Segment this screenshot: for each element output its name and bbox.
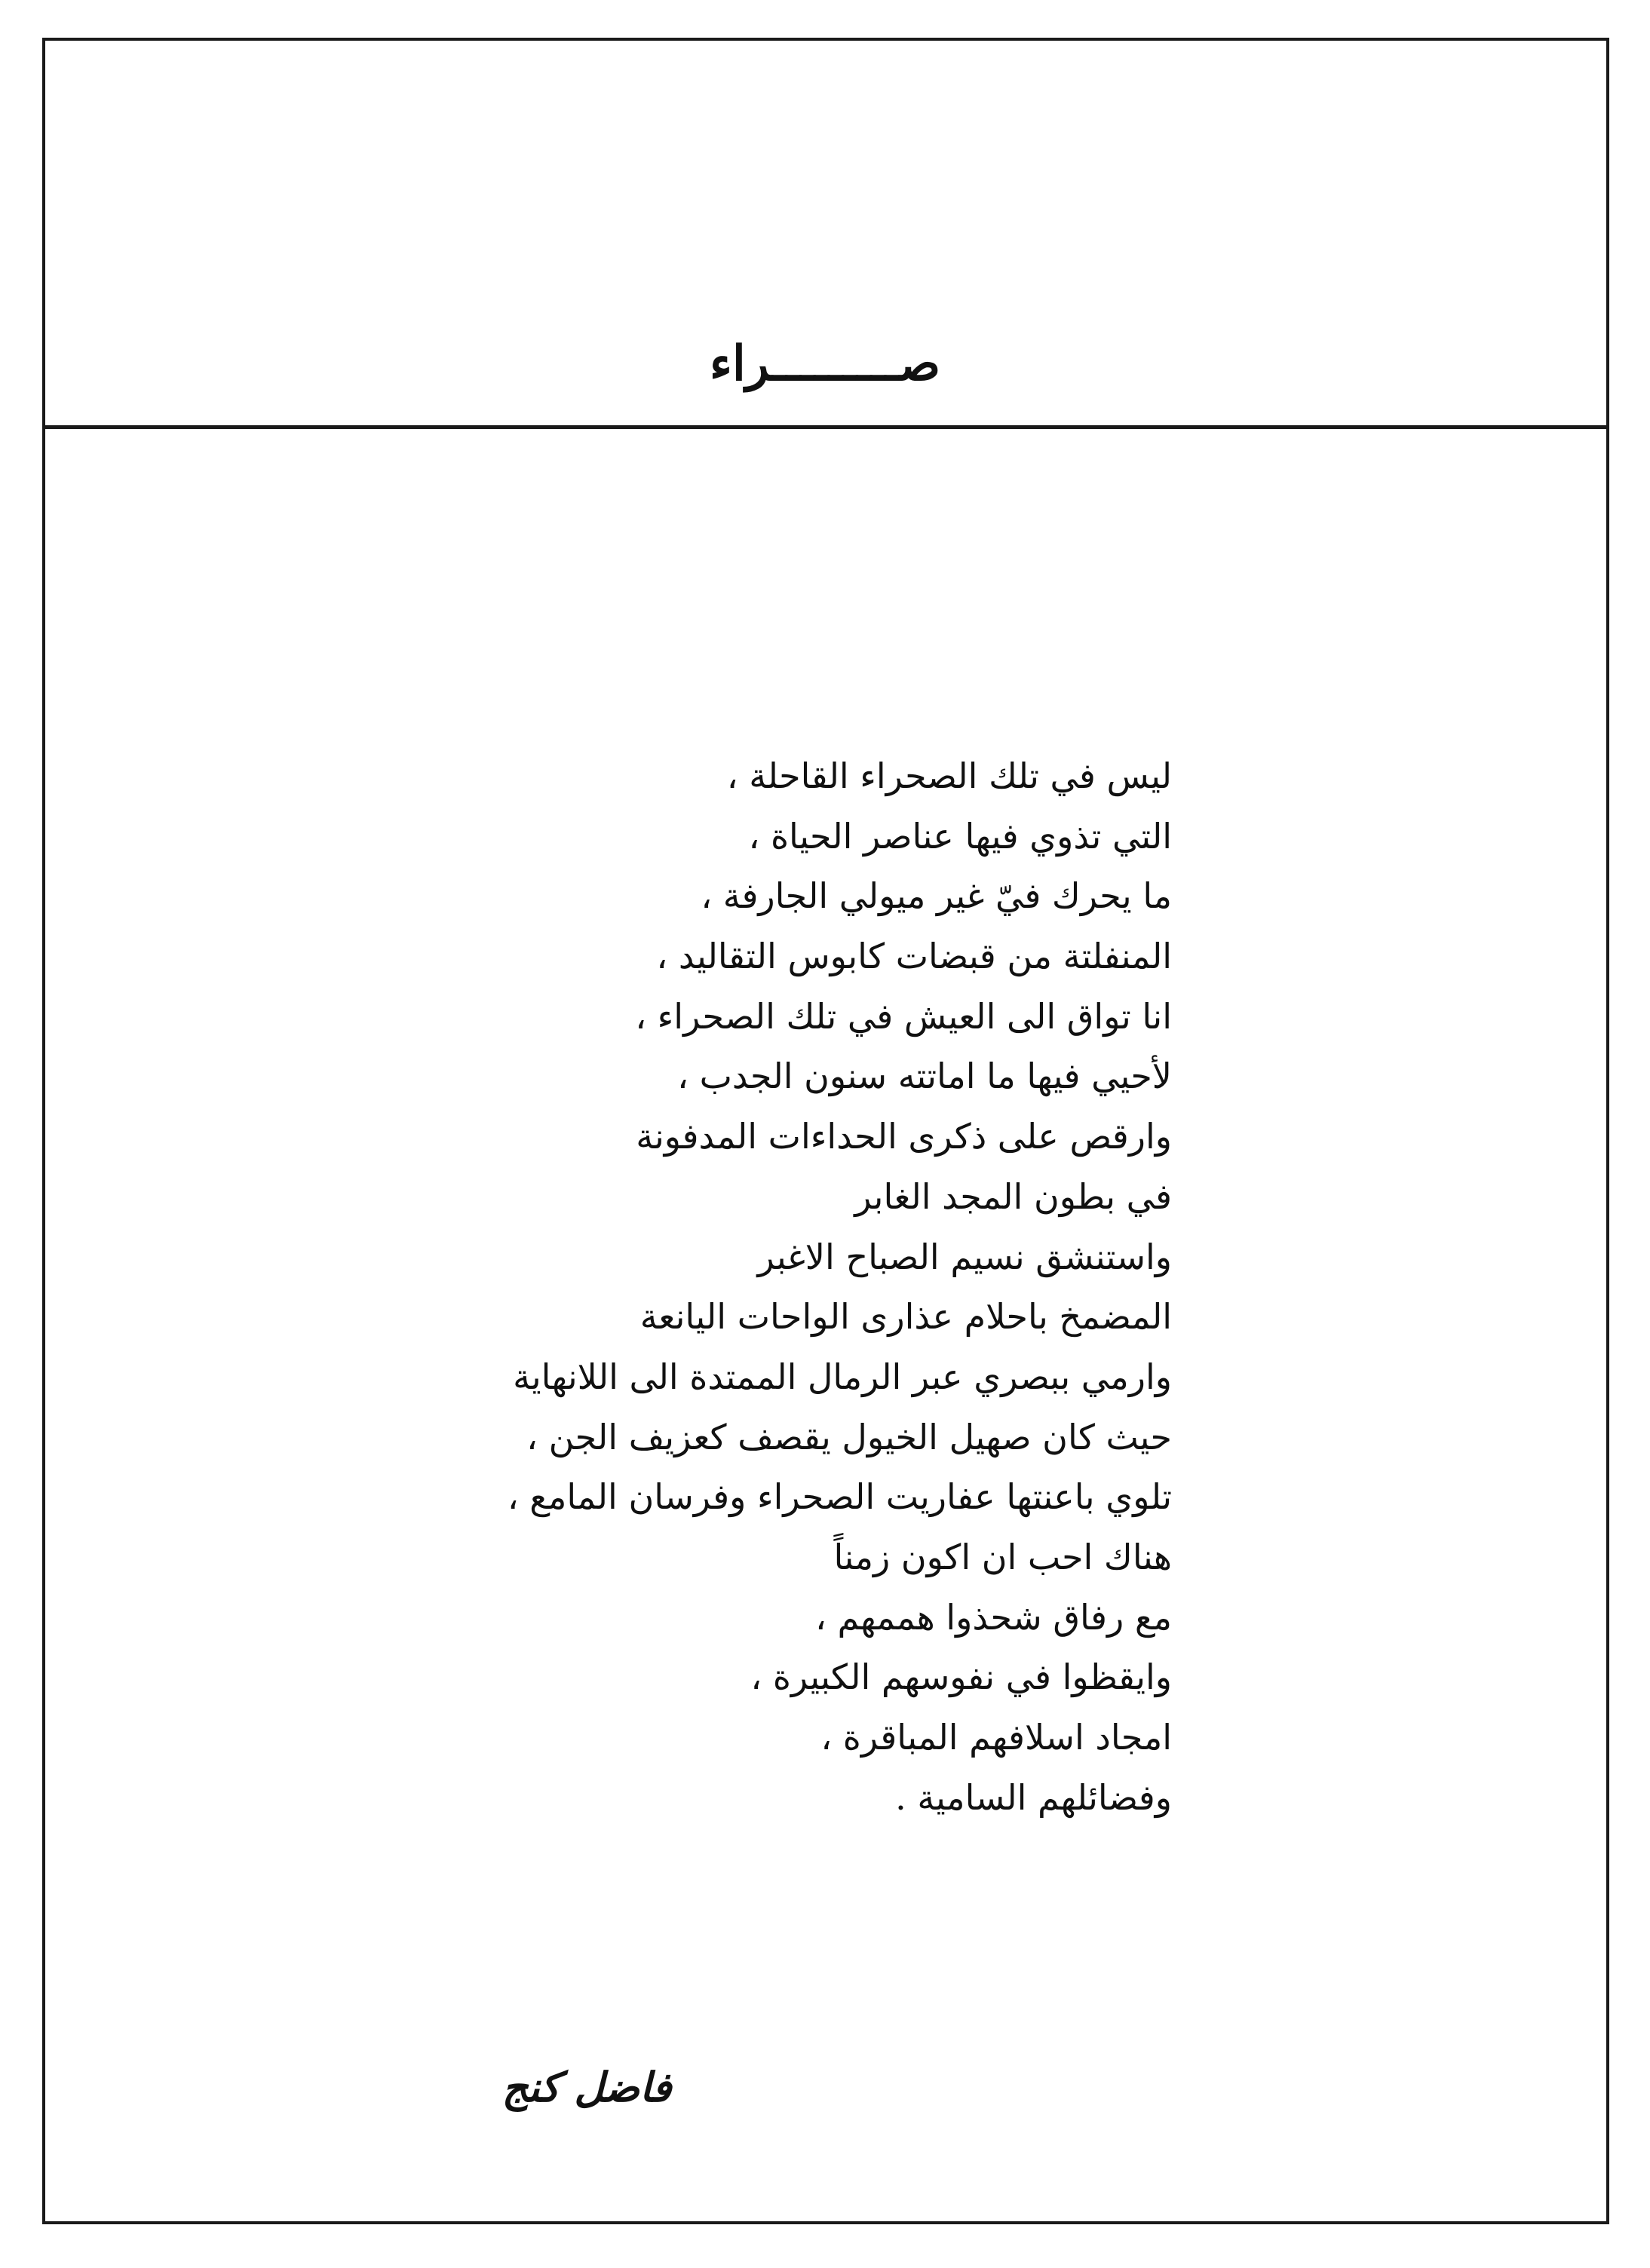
- poem-title: صـــــــــراء: [709, 335, 941, 392]
- poem-line: المنفلتة من قبضات كابوس التقاليد ،: [656, 936, 1172, 977]
- poem-line: حيث كان صهيل الخيول يقصف كعزيف الجن ،: [526, 1416, 1172, 1457]
- poem-line: مع رفاق شحذوا هممهم ،: [814, 1596, 1172, 1638]
- poem-line: ما يحرك فيّ غير ميولي الجارفة ،: [701, 875, 1172, 917]
- poem-body: [267, 746, 1172, 1828]
- author-signature: فاضل كنج: [501, 2063, 672, 2111]
- poem-line: ليس في تلك الصحراء القاحلة ،: [726, 755, 1172, 796]
- poem-line: المضمخ باحلام عذارى الواحات اليانعة: [639, 1296, 1172, 1338]
- poem-line: وارقص على ذكرى الحداءات المدفونة: [636, 1116, 1172, 1157]
- title-divider: [42, 425, 1609, 429]
- poem-line: التي تذوي فيها عناصر الحياة ،: [748, 815, 1172, 857]
- poem-line: وفضائلهم السامية .: [895, 1776, 1172, 1818]
- poem-line: لأحيي فيها ما اماتته سنون الجدب ،: [677, 1056, 1172, 1097]
- poem-line: واستنشق نسيم الصباح الاغبر: [757, 1236, 1172, 1277]
- poem-line: وارمي ببصري عبر الرمال الممتدة الى اللانهاية: [513, 1356, 1172, 1397]
- poem-line: تلوي باعنتها عفاريت الصحراء وفرسان المامع ،: [507, 1476, 1172, 1518]
- poem-line: في بطون المجد الغابر: [854, 1175, 1172, 1217]
- poem-line: وايقظوا في نفوسهم الكبيرة ،: [750, 1657, 1172, 1698]
- poem-line: هناك احب ان اكون زمناً: [833, 1536, 1172, 1577]
- poem-line: امجاد اسلافهم المباقرة ،: [820, 1717, 1172, 1758]
- poem-line: انا تواق الى العيش في تلك الصحراء ،: [635, 995, 1172, 1037]
